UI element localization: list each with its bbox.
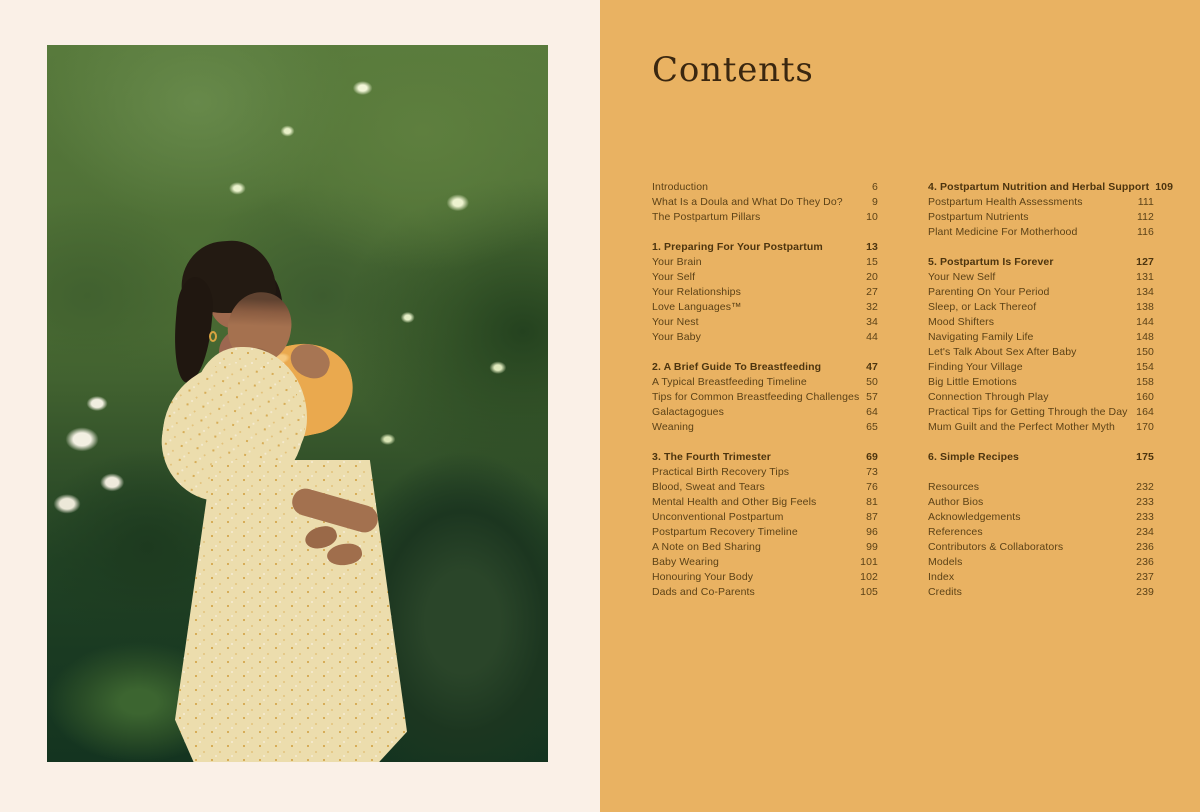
gold-earring	[209, 331, 217, 342]
toc-entry-label: Galactagogues	[652, 406, 724, 418]
toc-column	[928, 180, 1174, 600]
toc-row	[652, 480, 878, 495]
toc-entry-page: 233	[1136, 496, 1154, 508]
toc-entry-label: Acknowledgements	[928, 511, 1021, 523]
toc-entry-label: Tips for Common Breastfeeding Challenges	[652, 391, 860, 403]
toc-entry-page: 138	[1136, 301, 1154, 313]
toc-row	[928, 210, 1154, 225]
toc-entry-page: 96	[866, 526, 878, 538]
toc-entry-label: Weaning	[652, 421, 694, 433]
toc-section-row	[928, 450, 1154, 465]
toc-row	[928, 300, 1154, 315]
toc-entry-label: Baby Wearing	[652, 556, 719, 568]
toc-entry-label: 3. The Fourth Trimester	[652, 451, 771, 463]
toc-entry-page: 102	[860, 571, 878, 583]
toc-row	[928, 315, 1154, 330]
toc-row	[652, 405, 878, 420]
toc-entry-page: 87	[866, 511, 878, 523]
toc-row	[928, 285, 1154, 300]
toc-entry-page: 81	[866, 496, 878, 508]
toc-row	[928, 360, 1154, 375]
toc-entry-page: 236	[1136, 556, 1154, 568]
toc-row	[652, 315, 878, 330]
toc-entry-page: 134	[1136, 286, 1154, 298]
toc-entry-label: Let's Talk About Sex After Baby	[928, 346, 1077, 358]
toc-row	[652, 210, 878, 225]
toc-row	[928, 510, 1154, 525]
toc-row	[652, 585, 878, 600]
toc-entry-label: 4. Postpartum Nutrition and Herbal Support	[928, 181, 1150, 193]
toc-row	[928, 585, 1154, 600]
toc-row	[652, 270, 878, 285]
toc-row	[928, 540, 1154, 555]
toc-entry-label: Postpartum Nutrients	[928, 211, 1029, 223]
toc-entry-page: 232	[1136, 481, 1154, 493]
toc-entry-label: Dads and Co-Parents	[652, 586, 755, 598]
toc-entry-page: 99	[866, 541, 878, 553]
toc-entry-label: Postpartum Recovery Timeline	[652, 526, 798, 538]
toc-entry-page: 164	[1136, 406, 1154, 418]
toc-row	[928, 495, 1154, 510]
toc-entry-page: 116	[1136, 226, 1154, 238]
toc-row	[652, 495, 878, 510]
toc-entry-label: Unconventional Postpartum	[652, 511, 784, 523]
toc-group	[928, 480, 1154, 600]
toc-entry-label: A Typical Breastfeeding Timeline	[652, 376, 807, 388]
toc-entry-page: 101	[860, 556, 878, 568]
toc-entry-page: 32	[866, 301, 878, 313]
toc-entry-page: 109	[1155, 181, 1174, 193]
toc-entry-label: Index	[928, 571, 955, 583]
toc-entry-page: 105	[860, 586, 878, 598]
toc-row	[928, 420, 1154, 435]
toc-entry-label: Introduction	[652, 181, 709, 193]
toc-row	[652, 255, 878, 270]
toc-entry-page: 233	[1136, 511, 1154, 523]
toc-entry-page: 144	[1136, 316, 1154, 328]
toc-row	[652, 375, 878, 390]
toc-row	[928, 480, 1154, 495]
toc-entry-page: 47	[866, 361, 878, 373]
toc-entry-page: 50	[866, 376, 878, 388]
toc-entry-page: 160	[1136, 391, 1154, 403]
toc-entry-label: Models	[928, 556, 963, 568]
toc-entry-label: Navigating Family Life	[928, 331, 1034, 343]
toc-section-row	[652, 360, 878, 375]
toc-entry-label: 2. A Brief Guide To Breastfeeding	[652, 361, 822, 373]
toc-entry-page: 237	[1136, 571, 1154, 583]
toc-row	[928, 525, 1154, 540]
toc-entry-page: 131	[1136, 271, 1154, 283]
toc-entry-page: 6	[872, 181, 878, 193]
toc-row	[652, 420, 878, 435]
toc-entry-label: Sleep, or Lack Thereof	[928, 301, 1037, 313]
toc-entry-page: 236	[1136, 541, 1154, 553]
toc-row	[928, 405, 1154, 420]
dress-skirt	[175, 460, 407, 762]
toc-entry-page: 15	[866, 256, 878, 268]
toc-entry-label: A Note on Bed Sharing	[652, 541, 761, 553]
toc-entry-label: Your Brain	[652, 256, 702, 268]
toc-row	[652, 330, 878, 345]
toc-entry-label: Postpartum Health Assessments	[928, 196, 1083, 208]
toc-group	[652, 450, 878, 600]
toc-entry-page: 112	[1136, 211, 1154, 223]
toc-row	[928, 195, 1154, 210]
toc-entry-label: The Postpartum Pillars	[652, 211, 761, 223]
toc-entry-page: 64	[866, 406, 878, 418]
toc-row	[652, 195, 878, 210]
toc-entry-page: 27	[866, 286, 878, 298]
toc-row	[652, 180, 878, 195]
toc-section-row	[928, 180, 1174, 195]
toc-row	[652, 300, 878, 315]
toc-group	[652, 240, 878, 345]
page-title: Contents	[652, 50, 814, 90]
toc-row	[652, 555, 878, 570]
toc-group	[652, 360, 878, 435]
toc-entry-page: 111	[1137, 196, 1154, 208]
toc-entry-label: Parenting On Your Period	[928, 286, 1050, 298]
toc-entry-label: Your Relationships	[652, 286, 741, 298]
toc-entry-page: 44	[866, 331, 878, 343]
toc-row	[652, 390, 878, 405]
toc-entry-label: Plant Medicine For Motherhood	[928, 226, 1078, 238]
toc-entry-label: 5. Postpartum Is Forever	[928, 256, 1054, 268]
toc-row	[928, 375, 1154, 390]
toc-entry-label: Your Self	[652, 271, 696, 283]
contents-page	[600, 0, 1200, 812]
garden-photo	[47, 45, 548, 762]
toc-row	[928, 570, 1154, 585]
toc-entry-label: 6. Simple Recipes	[928, 451, 1019, 463]
toc-entry-label: Resources	[928, 481, 980, 493]
toc-row	[652, 540, 878, 555]
toc-entry-page: 234	[1136, 526, 1154, 538]
toc-row	[928, 555, 1154, 570]
toc-entry-page: 73	[866, 466, 878, 478]
toc-row	[928, 345, 1154, 360]
toc-row	[652, 465, 878, 480]
toc-entry-page: 175	[1136, 451, 1154, 463]
toc-entry-label: Mental Health and Other Big Feels	[652, 496, 817, 508]
toc-entry-label: References	[928, 526, 983, 538]
toc-entry-label: Mood Shifters	[928, 316, 995, 328]
toc-entry-page: 76	[866, 481, 878, 493]
toc-entry-label: Credits	[928, 586, 962, 598]
toc-row	[928, 390, 1154, 405]
table-of-contents	[652, 180, 1200, 600]
toc-row	[928, 270, 1154, 285]
toc-section-row	[928, 255, 1154, 270]
toc-entry-label: Your New Self	[928, 271, 996, 283]
toc-section-row	[652, 240, 878, 255]
toc-group	[652, 180, 878, 225]
toc-entry-page: 150	[1136, 346, 1154, 358]
toc-entry-label: Love Languages™	[652, 301, 742, 313]
toc-entry-page: 57	[866, 391, 878, 403]
toc-entry-label: Mum Guilt and the Perfect Mother Myth	[928, 421, 1115, 433]
toc-entry-page: 9	[872, 196, 878, 208]
toc-entry-page: 170	[1136, 421, 1154, 433]
toc-group	[928, 180, 1174, 240]
toc-entry-page: 10	[866, 211, 878, 223]
toc-group	[928, 450, 1154, 465]
toc-entry-label: Practical Tips for Getting Through the Day	[928, 406, 1128, 418]
toc-entry-label: Finding Your Village	[928, 361, 1023, 373]
toc-entry-page: 13	[866, 241, 878, 253]
toc-entry-label: Your Nest	[652, 316, 699, 328]
toc-row	[652, 285, 878, 300]
toc-entry-label: 1. Preparing For Your Postpartum	[652, 241, 823, 253]
toc-entry-page: 158	[1136, 376, 1154, 388]
toc-entry-label: Your Baby	[652, 331, 701, 343]
toc-entry-label: What Is a Doula and What Do They Do?	[652, 196, 843, 208]
toc-entry-page: 69	[866, 451, 878, 463]
toc-entry-label: Author Bios	[928, 496, 984, 508]
toc-entry-page: 20	[866, 271, 878, 283]
toc-entry-label: Blood, Sweat and Tears	[652, 481, 765, 493]
toc-row	[652, 510, 878, 525]
toc-entry-page: 148	[1136, 331, 1154, 343]
toc-entry-page: 34	[866, 316, 878, 328]
toc-entry-page: 127	[1136, 256, 1154, 268]
toc-entry-page: 65	[866, 421, 878, 433]
toc-row	[928, 225, 1154, 240]
toc-entry-page: 239	[1136, 586, 1154, 598]
toc-column	[652, 180, 878, 600]
toc-section-row	[652, 450, 878, 465]
toc-entry-label: Big Little Emotions	[928, 376, 1017, 388]
toc-entry-label: Practical Birth Recovery Tips	[652, 466, 790, 478]
toc-row	[652, 525, 878, 540]
toc-entry-label: Honouring Your Body	[652, 571, 754, 583]
toc-row	[928, 330, 1154, 345]
toc-entry-label: Connection Through Play	[928, 391, 1049, 403]
toc-row	[652, 570, 878, 585]
toc-entry-label: Contributors & Collaborators	[928, 541, 1064, 553]
toc-entry-page: 154	[1136, 361, 1154, 373]
toc-group	[928, 255, 1154, 435]
